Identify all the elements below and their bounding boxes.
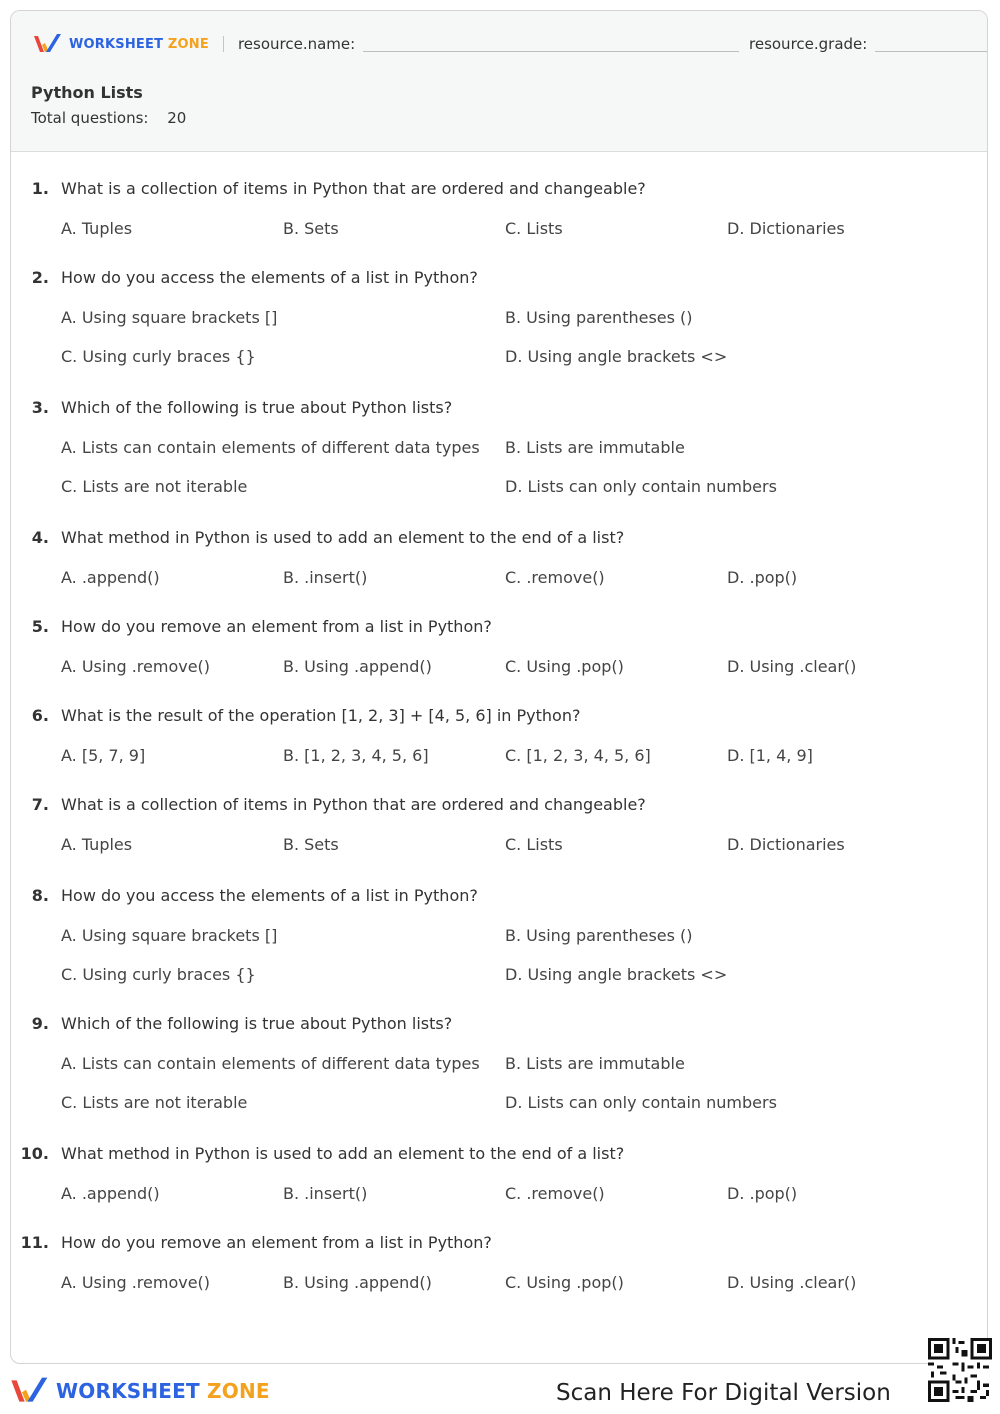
answer-option[interactable]: C. Lists are not iterable (61, 477, 248, 496)
answer-option[interactable]: B. [1, 2, 3, 4, 5, 6] (283, 746, 429, 765)
question-text: How do you access the elements of a list in Python? (61, 886, 478, 905)
answer-option[interactable]: B. Using parentheses () (505, 308, 693, 327)
answer-option[interactable]: C. Lists (505, 219, 563, 238)
question-text: What is the result of the operation [1, 2, 3] + [4, 5, 6] in Python? (61, 706, 581, 725)
answer-option[interactable]: D. Using angle brackets <> (505, 965, 728, 984)
answer-option[interactable]: B. Lists are immutable (505, 1054, 685, 1073)
resource-grade (749, 33, 988, 55)
answer-option[interactable]: B. .insert() (283, 1184, 368, 1203)
brand-name (69, 37, 209, 52)
question-number: 4. (31, 528, 49, 547)
resource-grade-label: resource.grade: (749, 35, 868, 53)
answer-option[interactable]: C. .remove() (505, 568, 605, 587)
total-questions (31, 109, 186, 127)
answer-option[interactable]: D. .pop() (727, 568, 798, 587)
question-text: How do you remove an element from a list in Python? (61, 617, 492, 636)
worksheet-zone-logo-icon (10, 1376, 50, 1406)
question-text: Which of the following is true about Python lists? (61, 398, 453, 417)
question-number: 5. (31, 617, 49, 636)
answer-option[interactable]: C. Lists (505, 835, 563, 854)
answer-option[interactable]: B. Lists are immutable (505, 438, 685, 457)
answer-option[interactable]: C. Using .pop() (505, 657, 624, 676)
answer-option[interactable]: D. Using .clear() (727, 657, 857, 676)
answer-option[interactable]: C. Using curly braces {} (61, 347, 256, 366)
answer-option[interactable]: B. Using parentheses () (505, 926, 693, 945)
question-text: What method in Python is used to add an element to the end of a list? (61, 1144, 625, 1163)
question-number: 11. (20, 1233, 49, 1252)
answer-option[interactable]: B. .insert() (283, 568, 368, 587)
header-brand (33, 33, 739, 55)
answer-option[interactable]: D. Lists can only contain numbers (505, 1093, 777, 1112)
question-text: Which of the following is true about Python lists? (61, 1014, 453, 1033)
answer-option[interactable]: C. Using .pop() (505, 1273, 624, 1292)
answer-option[interactable]: B. Using .append() (283, 657, 432, 676)
question-text: How do you access the elements of a list in Python? (61, 268, 478, 287)
answer-option[interactable]: A. [5, 7, 9] (61, 746, 146, 765)
answer-option[interactable]: A. .append() (61, 1184, 160, 1203)
answer-option[interactable]: B. Sets (283, 835, 339, 854)
question-number: 9. (31, 1014, 49, 1033)
worksheet-title: Python Lists (31, 83, 143, 102)
footer-brand-part-worksheet: WORKSHEET (56, 1379, 200, 1403)
answer-option[interactable]: D. Dictionaries (727, 219, 845, 238)
answer-option[interactable]: A. Tuples (61, 219, 133, 238)
answer-option[interactable]: D. Using angle brackets <> (505, 347, 728, 366)
brand-part-worksheet: WORKSHEET (69, 36, 164, 52)
worksheet-page (10, 10, 988, 1364)
total-questions-value: 20 (167, 109, 187, 127)
worksheet-header (11, 11, 987, 152)
answer-option[interactable]: C. Using curly braces {} (61, 965, 256, 984)
answer-option[interactable]: B. Sets (283, 219, 339, 238)
answer-option[interactable]: A. Using .remove() (61, 1273, 211, 1292)
answer-option[interactable]: A. .append() (61, 568, 160, 587)
answer-option[interactable]: A. Using square brackets [] (61, 926, 278, 945)
brand-part-zone: ZONE (167, 36, 209, 52)
page-footer (0, 1364, 1000, 1414)
question-text: How do you remove an element from a list in Python? (61, 1233, 492, 1252)
header-divider (223, 36, 224, 52)
question-text: What is a collection of items in Python that are ordered and changeable? (61, 795, 646, 814)
answer-option[interactable]: D. Dictionaries (727, 835, 845, 854)
resource-name-field[interactable] (363, 37, 739, 52)
answer-option[interactable]: A. Lists can contain elements of different data types (61, 1054, 480, 1073)
scan-instruction: Scan Here For Digital Version (556, 1380, 891, 1406)
total-questions-label: Total questions: (31, 109, 149, 127)
question-number: 6. (31, 706, 49, 725)
answer-option[interactable]: B. Using .append() (283, 1273, 432, 1292)
answer-option[interactable]: D. [1, 4, 9] (727, 746, 813, 765)
answer-option[interactable]: C. .remove() (505, 1184, 605, 1203)
footer-brand (10, 1376, 270, 1406)
worksheet-zone-logo-icon (33, 33, 63, 55)
question-number: 10. (20, 1144, 49, 1163)
resource-name-label: resource.name: (237, 35, 356, 53)
answer-option[interactable]: C. Lists are not iterable (61, 1093, 248, 1112)
question-number: 2. (31, 268, 49, 287)
question-number: 8. (31, 886, 49, 905)
answer-option[interactable]: D. Using .clear() (727, 1273, 857, 1292)
question-number: 7. (31, 795, 49, 814)
question-text: What method in Python is used to add an element to the end of a list? (61, 528, 625, 547)
footer-brand-name (56, 1379, 270, 1403)
resource-grade-field[interactable] (875, 37, 988, 52)
answer-option[interactable]: A. Using .remove() (61, 657, 211, 676)
answer-option[interactable]: A. Using square brackets [] (61, 308, 278, 327)
qr-code-icon[interactable] (928, 1338, 992, 1402)
question-text: What is a collection of items in Python that are ordered and changeable? (61, 179, 646, 198)
answer-option[interactable]: A. Lists can contain elements of different data types (61, 438, 480, 457)
answer-option[interactable]: D. .pop() (727, 1184, 798, 1203)
answer-option[interactable]: A. Tuples (61, 835, 133, 854)
footer-brand-part-zone: ZONE (207, 1379, 270, 1403)
answer-option[interactable]: C. [1, 2, 3, 4, 5, 6] (505, 746, 651, 765)
question-number: 1. (31, 179, 49, 198)
answer-option[interactable]: D. Lists can only contain numbers (505, 477, 777, 496)
question-number: 3. (31, 398, 49, 417)
